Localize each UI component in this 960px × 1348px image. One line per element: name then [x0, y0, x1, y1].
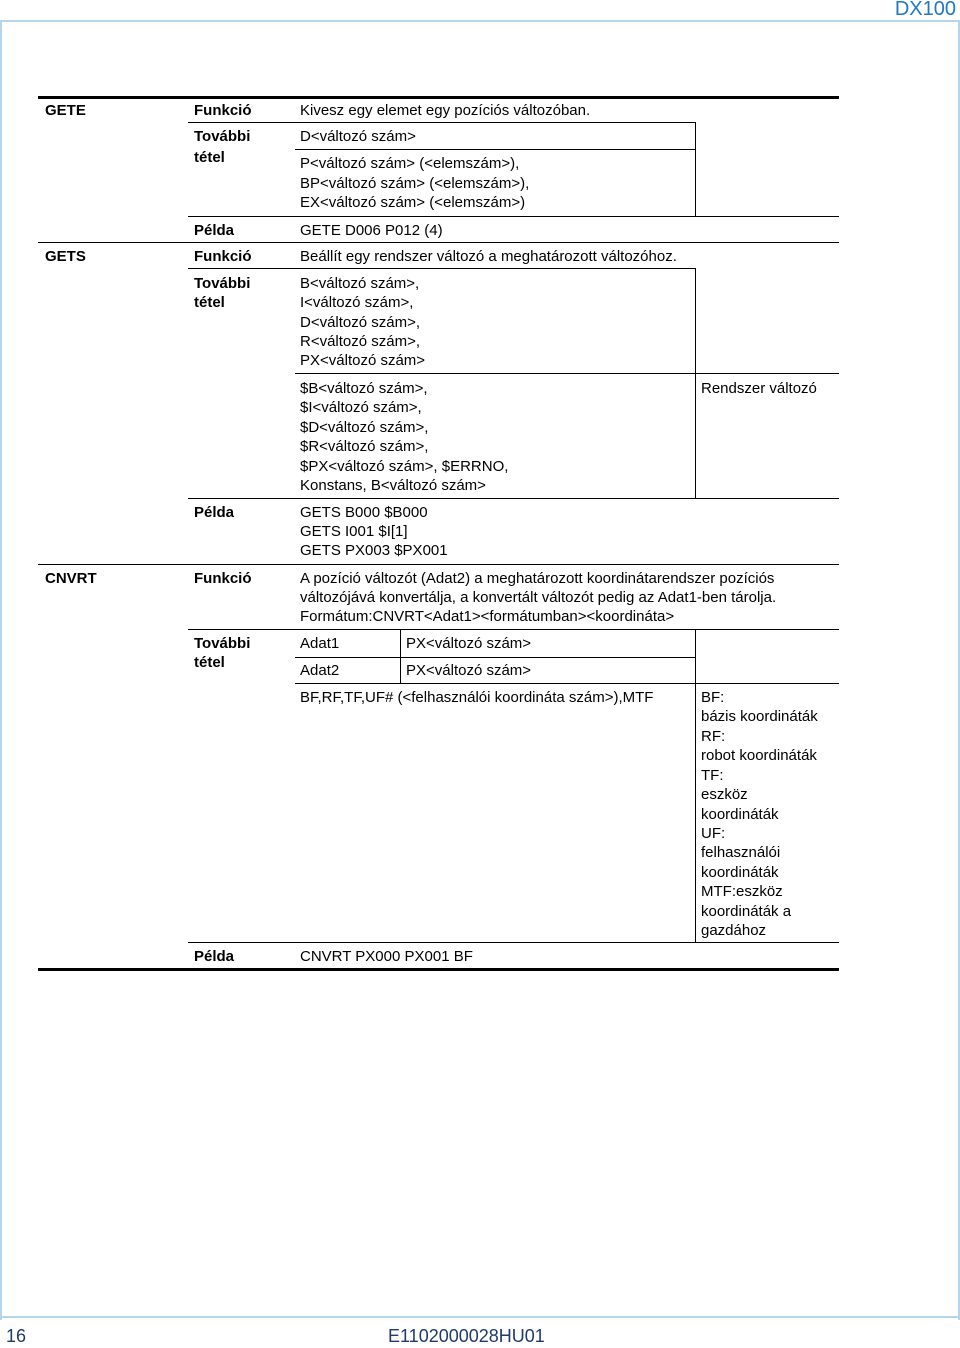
rule	[695, 268, 696, 498]
rule	[188, 942, 839, 943]
pelda-text: GETS I001 $I[1]	[300, 523, 408, 540]
adat1-label: Adat1	[300, 635, 340, 652]
tetel-label: tétel	[194, 654, 225, 671]
rule	[400, 629, 401, 683]
item-text: Konstans, B<változó szám>	[300, 477, 486, 494]
rule	[188, 122, 695, 123]
item-text: I<változó szám>,	[300, 294, 414, 311]
frame-left	[0, 20, 2, 1320]
coord-note: koordináták a	[701, 903, 792, 920]
doc-code: E1102000028HU01	[388, 1326, 545, 1346]
funkcio-text: Beállít egy rendszer változó a meghatározott változóhoz.	[300, 248, 677, 265]
pelda-text: CNVRT PX000 PX001 BF	[300, 948, 473, 965]
coord-note: RF:	[701, 728, 726, 745]
table-top-rule	[38, 96, 839, 99]
coord-note: felhasználói	[701, 844, 781, 861]
coord-note: koordináták	[701, 806, 779, 823]
rule	[38, 242, 839, 243]
pelda-text: GETE D006 P012 (4)	[300, 222, 443, 239]
funkcio-text: A pozíció változót (Adat2) a meghatározott koordinátarendszer pozíciós	[300, 570, 775, 587]
tovabbi-label: További	[194, 635, 251, 652]
item-note: Rendszer változó	[701, 380, 817, 397]
item-text: BP<változó szám> (<elemszám>),	[300, 175, 530, 192]
funkcio-label: Funkció	[194, 570, 252, 587]
coord-note: BF:	[701, 689, 725, 706]
item-text: D<változó szám>,	[300, 314, 421, 331]
coord-text: BF,RF,TF,UF# (<felhasználói koordináta szám>),MTF	[300, 689, 654, 706]
item-text: D<változó szám>	[300, 128, 416, 145]
adat1-value: PX<változó szám>	[406, 635, 532, 652]
item-text: B<változó szám>,	[300, 275, 420, 292]
rule	[188, 629, 839, 630]
coord-note: gazdához	[701, 922, 767, 939]
item-text: P<változó szám> (<elemszám>),	[300, 155, 520, 172]
footer-rule	[0, 1316, 960, 1318]
rule	[188, 498, 839, 499]
adat2-value: PX<változó szám>	[406, 662, 532, 679]
rule	[188, 216, 839, 217]
header-title: DX100	[894, 0, 956, 20]
coord-note: UF:	[701, 825, 726, 842]
coord-note: robot koordináták	[701, 747, 817, 764]
rule	[695, 629, 696, 942]
coord-note: TF:	[701, 767, 724, 784]
pelda-label: Példa	[194, 504, 235, 521]
pelda-text: GETS PX003 $PX001	[300, 542, 448, 559]
item-text: EX<változó szám> (<elemszám>)	[300, 194, 526, 211]
pelda-text: GETS B000 $B000	[300, 504, 428, 521]
rule	[38, 564, 839, 565]
item-text: R<változó szám>,	[300, 333, 421, 350]
instruction-name: GETE	[45, 102, 86, 119]
tetel-label: tétel	[194, 149, 225, 166]
funkcio-text: változójává konvertálja, a konvertált változót pedig az Adat1-ben tárolja.	[300, 589, 777, 606]
tetel-label: tétel	[194, 294, 225, 311]
funkcio-text: Formátum:CNVRT<Adat1><formátumban><koordináta>	[300, 608, 675, 625]
rule	[295, 683, 839, 684]
item-text: $PX<változó szám>, $ERRNO,	[300, 458, 509, 475]
rule	[188, 268, 695, 269]
header-rule	[0, 20, 960, 22]
instruction-name: GETS	[45, 248, 86, 265]
item-text: $B<változó szám>,	[300, 380, 428, 397]
adat2-label: Adat2	[300, 662, 340, 679]
tovabbi-label: További	[194, 275, 251, 292]
tovabbi-label: További	[194, 128, 251, 145]
coord-note: koordináták	[701, 864, 779, 881]
rule	[695, 122, 696, 216]
item-text: $I<változó szám>,	[300, 399, 422, 416]
item-text: PX<változó szám>	[300, 352, 426, 369]
coord-note: eszköz	[701, 786, 748, 803]
funkcio-label: Funkció	[194, 102, 252, 119]
pelda-label: Példa	[194, 948, 235, 965]
item-text: $R<változó szám>,	[300, 438, 429, 455]
funkcio-label: Funkció	[194, 248, 252, 265]
rule	[295, 373, 839, 374]
page-number: 16	[6, 1326, 27, 1346]
funkcio-text: Kivesz egy elemet egy pozíciós változóban.	[300, 102, 591, 119]
pelda-label: Példa	[194, 222, 235, 239]
item-text: $D<változó szám>,	[300, 419, 429, 436]
coord-note: MTF:eszköz	[701, 883, 783, 900]
rule	[295, 149, 695, 150]
rule	[295, 657, 695, 658]
coord-note: bázis koordináták	[701, 708, 818, 725]
table-bottom-rule	[38, 968, 839, 971]
instruction-name: CNVRT	[45, 570, 97, 587]
